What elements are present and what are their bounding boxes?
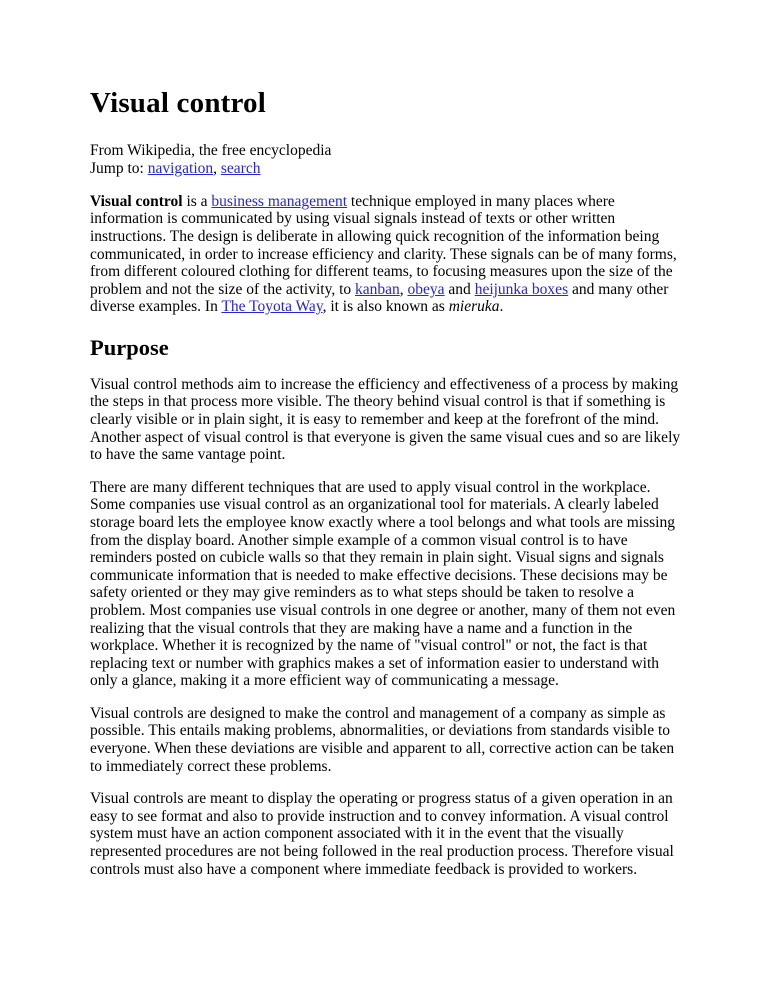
source-line: From Wikipedia, the free encyclopedia: [90, 141, 332, 159]
jump-line: [90, 160, 680, 178]
purpose-paragraph-1: Visual control methods aim to increase the efficiency and effectiveness of a process by making the steps in that process more visible. The theory behind visual control is that if something is clearly visible or in plain sight, it is easy to remember and keep at the forefront of the mind. Another aspect of visual control is that everyone is given the same visual cues and so are likely to have the same vantage point.: [90, 375, 681, 464]
text-run: technique employed in many places where information is communicated by using visual signals instead of texts or other written instructions. The design is deliberate in allowing quick recognition of the information being communicated, in order to increase efficiency and clarity. These signals can be of many forms, from different coloured clothing for different teams, to focusing measures upon the size of the problem and not the size of the activity, to: [90, 192, 677, 298]
navigation-link[interactable]: navigation: [147, 159, 214, 177]
purpose-paragraph-2: There are many different techniques that are used to apply visual control in the workplace. Some companies use visual control as an organizational tool for materials. A clearly labeled storage board lets the employee know exactly where a tool belongs and what tools are missing from the display board. Another simple example of a common visual control is to have reminders posted on cubicle walls so that they remain in plain sight. Visual signs and signals communicate information that is needed to make effective decisions. These decisions may be safety oriented or they may give reminders as to what steps should be taken to resolve a problem. Most companies use visual controls in one degree or another, many of them not even realizing that the visual controls that they are making have a name and a function in the workplace. Whether it is recognized by the name of "visual control" or not, the fact is that replacing text or number with graphics makes a set of information easier to understand with only a glance, making it a more efficient way of communicating a message.: [90, 478, 676, 690]
business-management-link[interactable]: business management: [211, 192, 348, 210]
search-link[interactable]: search: [220, 159, 261, 177]
text-run: ,: [399, 280, 408, 298]
section-heading-purpose: Purpose: [90, 335, 169, 361]
jump-prefix: Jump to:: [90, 159, 148, 177]
obeya-link[interactable]: obeya: [407, 280, 445, 298]
intro-paragraph: [90, 193, 682, 316]
text-run: , it is also known as: [322, 298, 449, 316]
kanban-link[interactable]: kanban: [355, 280, 400, 298]
purpose-paragraph-3: Visual controls are designed to make the control and management of a company as simple as possible. This entails making problems, abnormalities, or deviations from standards visible to everyone. When these deviations are visible and apparent to all, corrective action can be taken to immediately correct these problems.: [90, 704, 675, 775]
page-title: Visual control: [90, 87, 267, 119]
text-run: and many other diverse examples. In: [90, 280, 669, 316]
purpose-paragraph-4: Visual controls are meant to display the operating or progress status of a given operation in an easy to see format and also to provide instruction and to convey information. A visual control system must have an action component associated with it in the event that the visually represented procedures are not being followed in the real production process. Therefore visual controls must also have a component where immediate feedback is provided to workers.: [90, 790, 674, 878]
heijunka-boxes-link[interactable]: heijunka boxes: [474, 280, 569, 298]
text-run: and: [444, 280, 475, 298]
text-run: is a: [182, 192, 212, 210]
toyota-way-link[interactable]: The Toyota Way: [221, 298, 323, 316]
intro-bold-term: Visual control: [90, 192, 183, 210]
mieruka-italic-term: mieruka: [448, 298, 500, 316]
jump-separator: ,: [213, 159, 221, 177]
text-run: .: [499, 298, 504, 316]
